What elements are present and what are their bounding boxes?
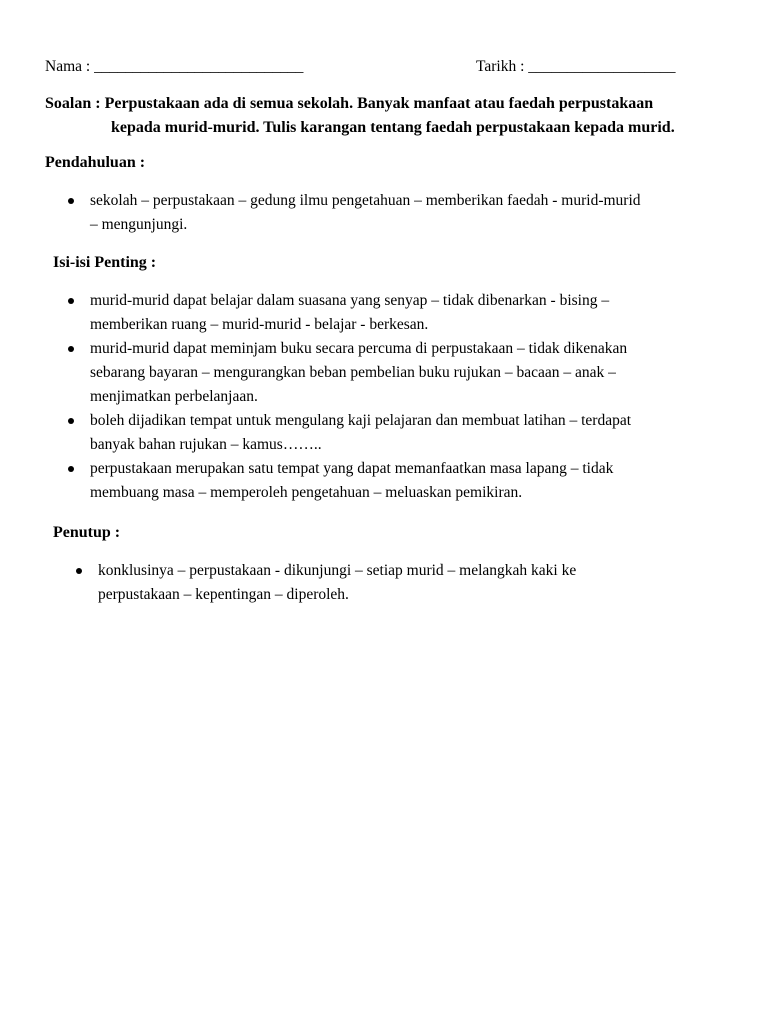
section-heading-isi-penting: Isi-isi Penting : [53,254,157,271]
penutup-list [98,559,576,607]
bullet-icon [68,346,74,352]
list-item [90,457,631,505]
list-item [90,189,641,237]
list-item-line: murid-murid dapat meminjam buku secara percuma di perpustakaan – tidak dikenakan [90,340,628,357]
list-item-line: memberikan ruang – murid-murid - belajar - berkesan. [90,316,429,333]
tarikh-field-label: Tarikh : ___________________ [476,58,676,75]
bullet-icon [68,466,74,472]
list-item-line: banyak bahan rujukan – kamus…….. [90,436,322,453]
bullet-icon [68,298,74,304]
list-item [98,559,576,607]
nama-field-label: Nama : ___________________________ [45,58,304,75]
list-item-line: menjimatkan perbelanjaan. [90,388,258,405]
section-heading-pendahuluan: Pendahuluan : [45,154,146,171]
list-item-line: konklusinya – perpustakaan - dikunjungi – setiap murid – melangkah kaki ke [98,562,577,579]
list-item-line: perpustakaan – kepentingan – diperoleh. [98,586,349,603]
list-item-line: boleh dijadikan tempat untuk mengulang kaji pelajaran dan membuat latihan – terdapat [90,412,632,429]
list-item-line: membuang masa – memperoleh pengetahuan – meluaskan pemikiran. [90,484,523,501]
list-item-line: perpustakaan merupakan satu tempat yang dapat memanfaatkan masa lapang – tidak [90,460,614,477]
section-heading-penutup: Penutup : [53,524,121,541]
list-item-line: – mengunjungi. [90,216,188,233]
isi-penting-list [90,289,631,505]
list-item [90,337,631,409]
question-line-1: Soalan : Perpustakaan ada di semua sekolah. Banyak manfaat atau faedah perpustakaan [45,95,654,112]
pendahuluan-list [90,189,641,237]
list-item-line: sebarang bayaran – mengurangkan beban pembelian buku rujukan – bacaan – anak – [90,364,616,381]
bullet-icon [76,568,82,574]
bullet-icon [68,198,74,204]
question-line-2: kepada murid-murid. Tulis karangan tentang faedah perpustakaan kepada murid. [111,119,675,136]
list-item-line: murid-murid dapat belajar dalam suasana yang senyap – tidak dibenarkan - bising – [90,292,610,309]
list-item [90,409,631,457]
list-item [90,289,631,337]
bullet-icon [68,418,74,424]
list-item-line: sekolah – perpustakaan – gedung ilmu pengetahuan – memberikan faedah - murid-murid [90,192,641,209]
